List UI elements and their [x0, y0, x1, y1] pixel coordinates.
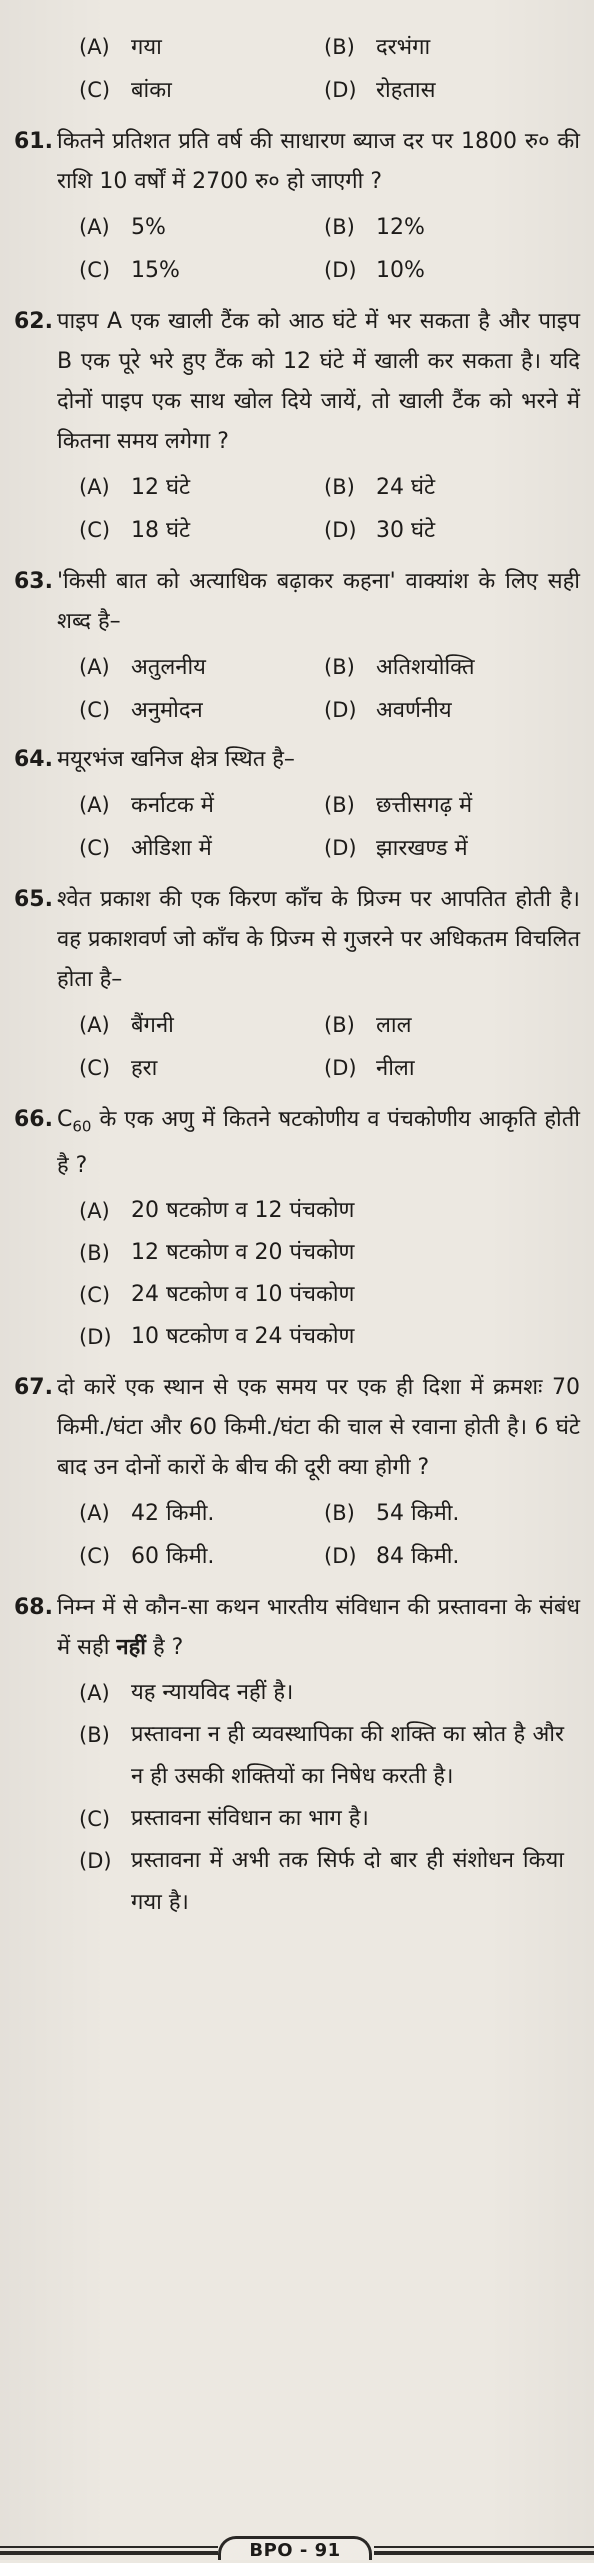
option-a: (A) अतुलनीय: [79, 655, 206, 680]
emphasis-not: नहीं: [116, 1635, 146, 1661]
question-number: 62.: [14, 309, 53, 334]
option-d: (D) प्रस्तावना में अभी तक सिर्फ दो बार ही संशोधन किया गया है।: [79, 1848, 564, 1916]
question-number: 67.: [14, 1375, 53, 1401]
option-a: (A) कर्नाटक में: [79, 793, 214, 818]
option-d: (D) 10 षटकोण व 24 पंचकोण: [79, 1324, 355, 1350]
question-number: 61.: [14, 129, 53, 154]
question-63: [14, 562, 580, 732]
option-c: (C) अनुमोदन: [79, 698, 203, 723]
option-c: (C) 60 किमी.: [79, 1544, 215, 1570]
question-text: श्वेत प्रकाश की एक किरण काँच के प्रिज्म पर आपतित होती है। वह प्रकाशवर्ण जो काँच के प्रिज्म से गुजरने पर अधिकतम विचलित होता है–: [57, 887, 580, 992]
footer-rule-right-thin: [374, 2546, 594, 2548]
option-d: (D) 84 किमी.: [324, 1544, 460, 1570]
option-b: (B) प्रस्तावना न ही व्यवस्थापिका की शक्ति का स्रोत है और न ही उसकी शक्तियों का निषेध करती है।: [79, 1722, 564, 1790]
question-67: [14, 1368, 580, 1578]
footer-page-code: BPO - 91: [218, 2536, 372, 2560]
question-62: [14, 302, 580, 552]
option-c: (C) हरा: [79, 1056, 158, 1081]
option-d: (D) 30 घंटे: [324, 518, 436, 543]
question-number: 68.: [14, 1595, 53, 1621]
question-text: 'किसी बात को अत्याधिक बढ़ाकर कहना' वाक्यांश के लिए सही शब्द है–: [57, 569, 580, 634]
footer-rule-left-thin: [0, 2546, 218, 2548]
option-d: (D) 10%: [324, 258, 425, 283]
question-text: मयूरभंज खनिज क्षेत्र स्थित है–: [57, 747, 295, 772]
option-b: (B) 12%: [324, 215, 425, 240]
option-a: (A) 42 किमी.: [79, 1501, 215, 1527]
page-footer: [0, 2532, 594, 2560]
question-text: पाइप A एक खाली टैंक को आठ घंटे में भर सकता है और पाइप B एक पूरे भरे हुए टैंक को 12 घंटे में खाली कर सकता है। यदि दोनों पाइप एक साथ खोल दिये जायें, तो खाली टैंक को भरने में कितना समय लगेगा ?: [57, 309, 580, 454]
question-66: [14, 1100, 580, 1358]
option-a: (A) बैंगनी: [79, 1013, 174, 1038]
question-64: [14, 740, 580, 870]
question-text: दो कारें एक स्थान से एक समय पर एक ही दिशा में क्रमशः 70 किमी./घंटा और 60 किमी./घंटा की चाल से रवाना होती है। 6 घंटे बाद उन दोनों कारों के बीच की दूरी क्या होगी ?: [57, 1375, 580, 1481]
option-c: (C) 15%: [79, 258, 180, 283]
option-c: (C) 18 घंटे: [79, 518, 191, 543]
question-number: 65.: [14, 887, 53, 912]
prev-option-c: (C) बांका: [79, 78, 172, 103]
option-a: (A) 12 घंटे: [79, 475, 191, 500]
option-d: (D) नीला: [324, 1056, 415, 1081]
option-b: (B) 12 षटकोण व 20 पंचकोण: [79, 1240, 355, 1266]
option-a: (A) 20 षटकोण व 12 पंचकोण: [79, 1198, 355, 1224]
question-text: निम्न में से कौन-सा कथन भारतीय संविधान की प्रस्तावना के संबंध में सही नहीं है ?: [57, 1595, 580, 1661]
option-a: (A) यह न्यायविद नहीं है।: [79, 1680, 294, 1706]
option-b: (B) 24 घंटे: [324, 475, 436, 500]
footer-rule-left: [0, 2551, 218, 2555]
option-d: (D) अवर्णनीय: [324, 698, 452, 723]
option-d: (D) झारखण्ड में: [324, 836, 468, 861]
question-text: $C_{60}$ के एक अणु में कितने षटकोणीय व पंचकोणीय आकृति होती है ?: [57, 1107, 580, 1179]
question-61: [14, 122, 580, 292]
prev-option-d: (D) रोहतास: [324, 78, 436, 103]
question-number: 66.: [14, 1107, 53, 1132]
option-b: (B) छत्तीसगढ़ में: [324, 793, 473, 818]
option-c: (C) ओडिशा में: [79, 836, 212, 861]
option-a: (A) 5%: [79, 215, 166, 240]
footer-rule-right: [374, 2551, 594, 2555]
question-text: कितने प्रतिशत प्रति वर्ष की साधारण ब्याज दर पर 1800 रु० की राशि 10 वर्षों में 2700 रु० हो जाएगी ?: [57, 129, 580, 194]
prev-option-b: (B) दरभंगा: [324, 35, 431, 60]
option-b: (B) 54 किमी.: [324, 1501, 460, 1527]
question-number: 63.: [14, 569, 53, 594]
question-number: 64.: [14, 747, 53, 772]
option-b: (B) अतिशयोक्ति: [324, 655, 475, 680]
question-65: [14, 880, 580, 1090]
prev-option-a: (A) गया: [79, 35, 162, 60]
option-c: (C) प्रस्तावना संविधान का भाग है।: [79, 1806, 369, 1832]
option-b: (B) लाल: [324, 1013, 412, 1038]
formula-c60: $C_{60}$: [57, 1107, 92, 1136]
question-68: [14, 1588, 580, 1924]
option-c: (C) 24 षटकोण व 10 पंचकोण: [79, 1282, 355, 1308]
prev-question-options: [14, 26, 580, 112]
